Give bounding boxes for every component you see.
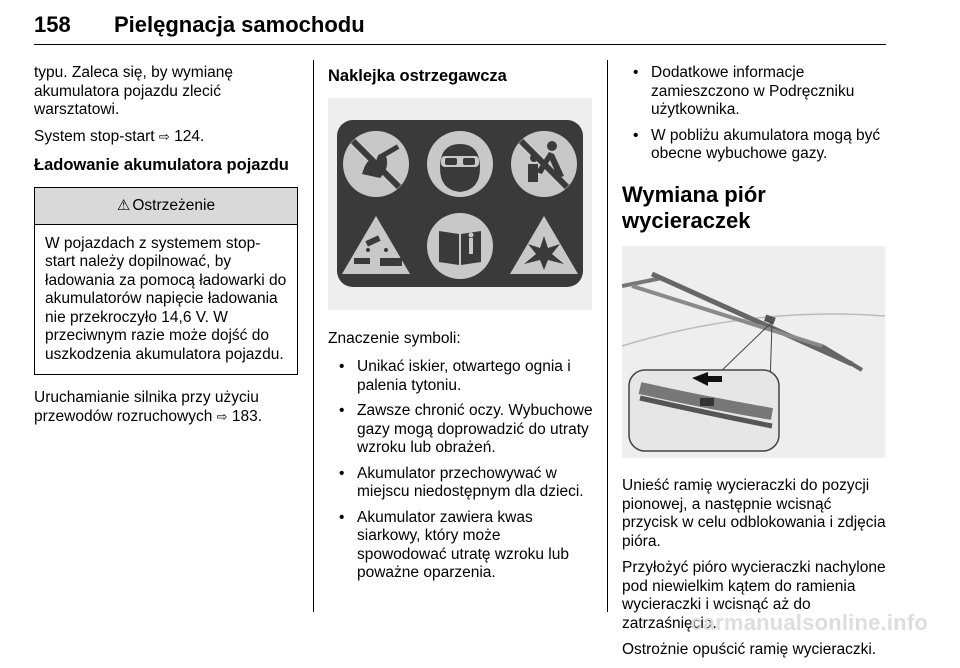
page-number: 158 (34, 12, 71, 37)
list-item: • Dodatkowe informacje zamieszczono w Podręczniku użytkownika. (633, 64, 855, 118)
list-item: • Akumulator zawiera kwas siarkowy, który może spowodować utratę wzroku lub poważne oparzenia. (339, 508, 569, 581)
instruction-step-2: Przyłożyć pióro wycieraczki nachylone pod niewielkim kątem do ramienia wycieraczki i wcisnąć aż do zatrzaśnięcia. (622, 559, 886, 632)
wiper-blade-figure (622, 246, 887, 464)
section-title: Pielęgnacja samochodu (114, 12, 365, 37)
column-divider (607, 60, 608, 612)
intro-paragraph: typu. Zaleca się, by wymianę akumulatora pojazdu zlecić warsztatowi. (34, 64, 234, 118)
warning-title: Ostrzeżenie (132, 197, 216, 214)
reference-arrow-icon: ⇨ (158, 128, 170, 144)
list-item: • Akumulator przechowywać w miejscu niedostępnym dla dzieci. (339, 464, 584, 500)
instruction-step-1: Unieść ramię wycieraczki do pozycji pionowej, a następnie wcisnąć przycisk w celu odblokowania i zdjęcia pióra. (622, 477, 886, 550)
instruction-step-3: Ostrożnie opuścić ramię wycieraczki. (622, 641, 877, 658)
list-item: • W pobliżu akumulatora mogą być obecne wybuchowe gazy. (633, 126, 881, 162)
no-fire-icon (343, 131, 409, 197)
left-column (34, 64, 298, 434)
watermark: carmanualsonline.info (690, 610, 928, 635)
battery-charging-heading: Ładowanie akumulatora pojazdu (34, 156, 289, 174)
page-header (34, 6, 886, 45)
battery-warning-label-figure (328, 98, 593, 316)
page-link[interactable]: 124. (174, 127, 205, 145)
warning-text: W pojazdach z systemem stop-start należy dopilnować, by ładowania za pomocą ładowarki do akumulatorów napięcie ładowania nie przekroczyło 14,6 V. W przeciwnym razie może dojść do uszkodzenia akumulatora pojazdu. (45, 234, 287, 363)
symbols-intro: Znaczenie symboli: (328, 329, 461, 347)
stopstart-reference: System stop-start ⇨ 124. (34, 127, 205, 145)
right-column (622, 64, 887, 668)
reference-arrow-icon: ⇨ (216, 408, 228, 424)
column-divider (313, 60, 314, 612)
warning-box (34, 187, 298, 375)
battery-warning-label-image (328, 98, 592, 310)
battery-info-list (622, 64, 887, 164)
jump-start-reference: Uruchamianie silnika przy użyciu przewodów rozruchowych ⇨ 183. (34, 389, 263, 425)
list-item: • Unikać iskier, otwartego ognia i palenia tytoniu. (339, 358, 571, 394)
warning-header (35, 188, 297, 225)
warning-icon: ⚠ (116, 197, 131, 214)
page-link[interactable]: 183. (231, 407, 263, 425)
middle-column (328, 64, 593, 590)
wiper-blade-image (622, 246, 885, 458)
wiper-blade-heading: Wymiana piór wycieraczek (622, 181, 766, 233)
keep-children-away-icon (511, 131, 577, 197)
eye-protection-icon (427, 131, 493, 197)
read-manual-icon (427, 213, 493, 279)
list-item: • Zawsze chronić oczy. Wybuchowe gazy mogą doprowadzić do utraty wzroku lub obrażeń. (339, 402, 593, 456)
warning-label-heading: Naklejka ostrzegawcza (328, 67, 507, 85)
symbol-meaning-list (328, 358, 593, 583)
